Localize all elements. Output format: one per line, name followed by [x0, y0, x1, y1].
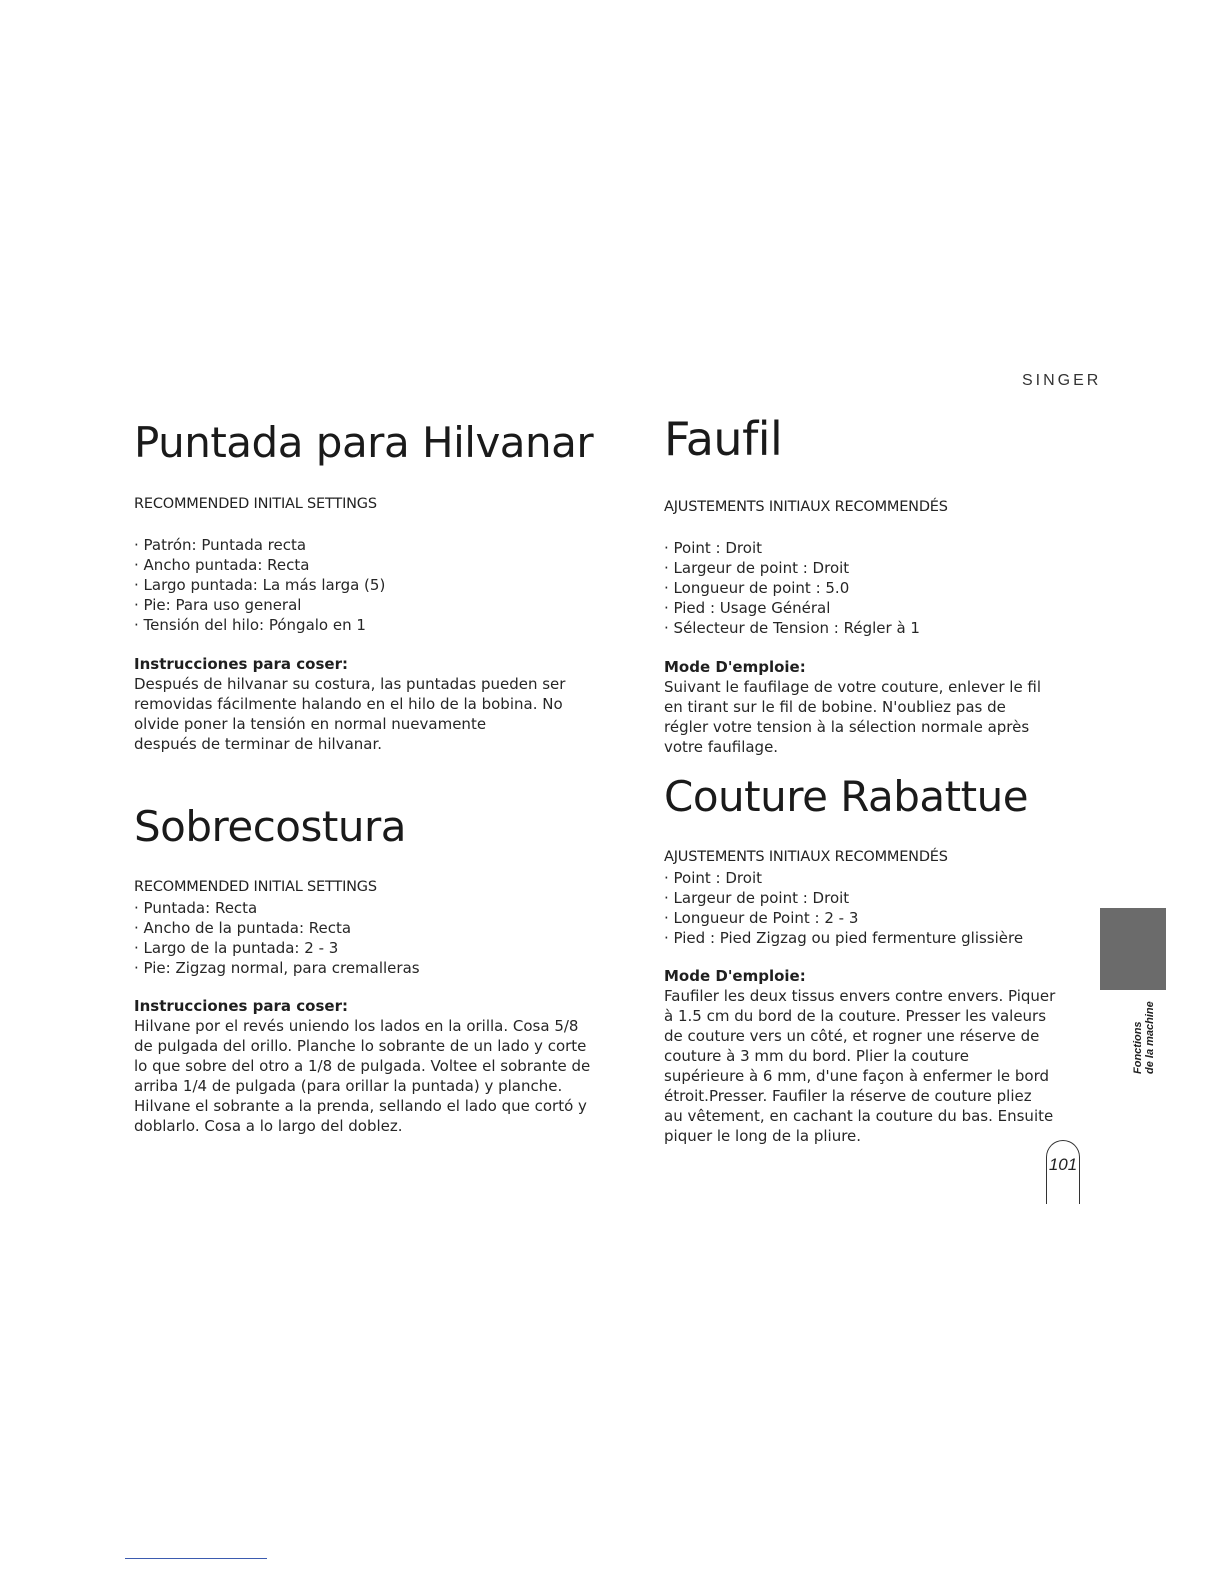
list-item: · Ancho de la puntada: Recta [134, 918, 420, 938]
settings-list [664, 868, 1023, 948]
instructions-line: à 1.5 cm du bord de la couture. Presser les valeurs [664, 1007, 1047, 1025]
instructions-line: olvide poner la tensión en normal nuevamente [134, 715, 487, 733]
section-title-puntada: Puntada para Hilvanar [134, 418, 594, 467]
list-item: · Largeur de point : Droit [664, 888, 1023, 908]
instructions-line: en tirant sur le fil de bobine. N'oubliez pas de [664, 698, 1006, 716]
page-number: 101 [1048, 1155, 1078, 1174]
section-title-faufil: Faufil [664, 412, 783, 466]
instructions-line: arriba 1/4 de pulgada (para orillar la puntada) y planche. [134, 1077, 563, 1095]
list-item: · Ancho puntada: Recta [134, 555, 385, 575]
instructions-line: doblarlo. Cosa a lo largo del doblez. [134, 1117, 403, 1135]
list-item: · Patrón: Puntada recta [134, 535, 385, 555]
instructions-label: Instrucciones para coser: [134, 655, 348, 673]
list-item: · Sélecteur de Tension : Régler à 1 [664, 618, 920, 638]
instructions-block [134, 654, 604, 754]
instructions-line: de pulgada del orillo. Planche lo sobrante de un lado y corte [134, 1037, 587, 1055]
section-title-couture-rabattue: Couture Rabattue [664, 772, 1029, 821]
section-title-sobrecostura: Sobrecostura [134, 802, 406, 851]
brand-logo: SINGER [1022, 372, 1102, 389]
settings-heading: AJUSTEMENTS INITIAUX RECOMMENDÉS [664, 499, 948, 515]
list-item: · Point : Droit [664, 868, 1023, 888]
chapter-tab-line: Fonctions [1132, 1021, 1144, 1074]
instructions-line: piquer le long de la pliure. [664, 1127, 862, 1145]
chapter-tab-line: de la máquina [1120, 1000, 1132, 1074]
instructions-label: Mode D'emploie: [664, 658, 806, 676]
instructions-line: removidas fácilmente halando en el hilo de la bobina. No [134, 695, 563, 713]
settings-heading: AJUSTEMENTS INITIAUX RECOMMENDÉS [664, 849, 948, 865]
list-item: · Pie: Zigzag normal, para cremalleras [134, 958, 420, 978]
list-item: · Point : Droit [664, 538, 920, 558]
instructions-block [664, 966, 1134, 1146]
list-item: · Tensión del hilo: Póngalo en 1 [134, 615, 385, 635]
page-number-tab [1046, 1140, 1080, 1204]
instructions-line: Hilvane por el revés uniendo los lados en la orilla. Cosa 5/8 [134, 1017, 579, 1035]
instructions-line: lo que sobre del otro a 1/8 de pulgada. Voltee el sobrante de [134, 1057, 591, 1075]
list-item: · Longueur de Point : 2 - 3 [664, 908, 1023, 928]
footnote-rule [125, 1558, 267, 1559]
chapter-tab-label [1108, 974, 1156, 1074]
list-item: · Pie: Para uso general [134, 595, 385, 615]
settings-list [134, 535, 385, 635]
list-item: · Pied : Pied Zigzag ou pied fermenture glissière [664, 928, 1023, 948]
instructions-block [664, 657, 1134, 757]
list-item: · Pied : Usage Général [664, 598, 920, 618]
instructions-line: supérieure à 6 mm, d'une façon à enfermer le bord [664, 1067, 1050, 1085]
instructions-line: régler votre tension à la sélection normale après [664, 718, 1030, 736]
instructions-line: au vêtement, en cachant la couture du bas. Ensuite [664, 1107, 1054, 1125]
instructions-line: Suivant le faufilage de votre couture, enlever le fil [664, 678, 1042, 696]
chapter-tab-line: Funciones [1108, 1018, 1120, 1074]
settings-list [134, 898, 420, 978]
instructions-line: couture à 3 mm du bord. Plier la couture [664, 1047, 969, 1065]
list-item: · Largo de la puntada: 2 - 3 [134, 938, 420, 958]
settings-heading: RECOMMENDED INITIAL SETTINGS [134, 496, 377, 512]
instructions-label: Mode D'emploie: [664, 967, 806, 985]
instructions-block [134, 996, 604, 1136]
settings-heading: RECOMMENDED INITIAL SETTINGS [134, 879, 377, 895]
list-item: · Largo puntada: La más larga (5) [134, 575, 385, 595]
instructions-line: votre faufilage. [664, 738, 779, 756]
list-item: · Puntada: Recta [134, 898, 420, 918]
instructions-line: de couture vers un côté, et rogner une réserve de [664, 1027, 1040, 1045]
instructions-line: Después de hilvanar su costura, las puntadas pueden ser [134, 675, 566, 693]
instructions-line: Faufiler les deux tissus envers contre envers. Piquer [664, 987, 1056, 1005]
instructions-line: étroit.Presser. Faufiler la réserve de couture pliez [664, 1087, 1032, 1105]
instructions-line: después de terminar de hilvanar. [134, 735, 383, 753]
chapter-tab-line: de la machine [1144, 1001, 1156, 1074]
settings-list [664, 538, 920, 638]
list-item: · Largeur de point : Droit [664, 558, 920, 578]
instructions-label: Instrucciones para coser: [134, 997, 348, 1015]
list-item: · Longueur de point : 5.0 [664, 578, 920, 598]
instructions-line: Hilvane el sobrante a la prenda, sellando el lado que cortó y [134, 1097, 587, 1115]
